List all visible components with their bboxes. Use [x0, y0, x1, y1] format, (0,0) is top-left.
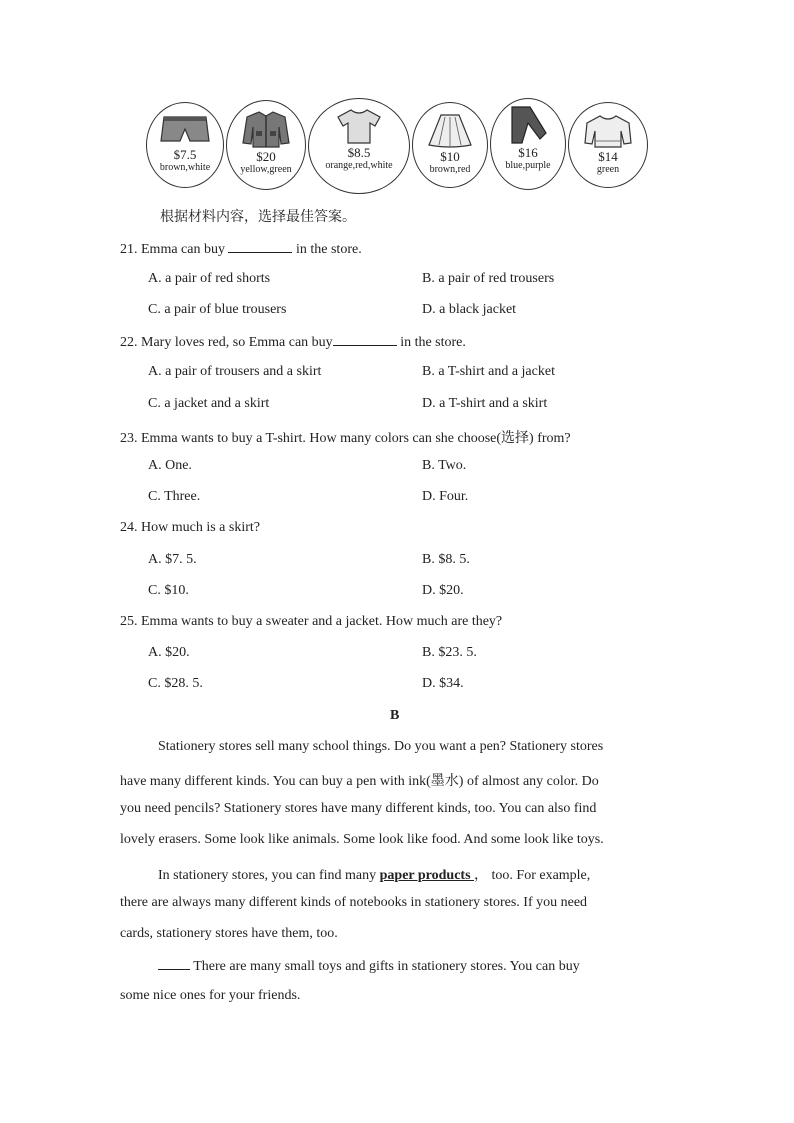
- question-25: 25. Emma wants to buy a sweater and a jacket. How much are they?: [120, 614, 503, 629]
- instruction: 根据材料内容，选择最佳答案。: [160, 209, 356, 225]
- paragraph-line: [120, 957, 718, 975]
- tshirt-icon: [336, 107, 382, 145]
- item-price: $7.5: [173, 147, 197, 162]
- option-b: B. a T-shirt and a jacket: [422, 364, 555, 379]
- question-23: 23. Emma wants to buy a T-shirt. How many colors can she choose(选择) from?: [120, 431, 571, 446]
- option-a: A. One.: [148, 458, 192, 473]
- option-b: B. a pair of red trousers: [422, 271, 555, 286]
- item-price: $10: [440, 149, 460, 164]
- option-c: C. a pair of blue trousers: [148, 302, 287, 317]
- item-colors: brown,white: [159, 162, 211, 173]
- item-colors: blue,purple: [505, 160, 551, 171]
- option-b: B. $23. 5.: [422, 645, 477, 660]
- option-c: C. $28. 5.: [148, 676, 203, 691]
- item-price: $8.5: [347, 145, 371, 160]
- paragraph-line: there are always many different kinds of notebooks in stationery stores. If you need: [120, 895, 588, 910]
- item-trousers: [490, 98, 566, 190]
- paragraph-line: you need pencils? Stationery stores have many different kinds, too. You can also find: [120, 801, 597, 816]
- option-c: C. a jacket and a skirt: [148, 396, 270, 411]
- clothing-price-list: [140, 96, 660, 196]
- option-d: D. a T-shirt and a skirt: [422, 396, 548, 411]
- item-price: $16: [518, 145, 538, 160]
- item-price: $20: [256, 149, 276, 164]
- item-sweater: [568, 102, 648, 188]
- shorts-icon: [158, 113, 212, 147]
- item-shorts: [146, 102, 224, 188]
- item-colors: green: [596, 164, 620, 175]
- option-a: A. a pair of trousers and a skirt: [148, 364, 322, 379]
- option-d: D. $20.: [422, 583, 464, 598]
- paragraph-line: cards, stationery stores have them, too.: [120, 926, 338, 941]
- option-a: A. a pair of red shorts: [148, 271, 271, 286]
- option-d: D. a black jacket: [422, 302, 517, 317]
- paragraph-line: have many different kinds. You can buy a pen with ink(墨水) of almost any color. Do: [120, 774, 599, 789]
- question-stem-end: in the store.: [292, 242, 362, 257]
- item-colors: brown,red: [429, 164, 471, 175]
- item-price: $14: [598, 149, 618, 164]
- paragraph-text: In stationery stores, you can find many: [158, 868, 380, 883]
- item-colors: orange,red,white: [325, 160, 393, 171]
- question-stem: 21. Emma can buy: [120, 242, 229, 257]
- item-skirt: [412, 102, 488, 188]
- option-d: D. $34.: [422, 676, 464, 691]
- option-a: A. $7. 5.: [148, 552, 197, 567]
- underlined-phrase: paper products: [379, 868, 475, 883]
- option-b: B. $8. 5.: [422, 552, 470, 567]
- paragraph-text: There are many small toys and gifts in stationery stores. You can buy: [190, 959, 580, 974]
- jacket-icon: [241, 109, 291, 149]
- option-d: D. Four.: [422, 489, 469, 504]
- option-b: B. Two.: [422, 458, 467, 473]
- trousers-icon: [506, 105, 550, 145]
- section-heading: B: [390, 708, 400, 723]
- answer-blank: [333, 333, 397, 346]
- paragraph-line: Stationery stores sell many school things. Do you want a pen? Stationery stores: [158, 739, 604, 754]
- option-c: C. $10.: [148, 583, 189, 598]
- answer-blank: [158, 957, 190, 970]
- sweater-icon: [583, 113, 633, 149]
- option-c: C. Three.: [148, 489, 201, 504]
- answer-blank: [228, 240, 292, 253]
- question-stem-end: in the store.: [396, 335, 466, 350]
- question-24: 24. How much is a skirt?: [120, 520, 260, 535]
- question-21: [120, 240, 362, 258]
- item-jacket: [226, 100, 306, 190]
- paragraph-line: lovely erasers. Some look like animals. Some look like food. And some look like toys.: [120, 832, 604, 847]
- paragraph-line: [120, 864, 718, 884]
- option-a: A. $20.: [148, 645, 190, 660]
- item-colors: yellow,green: [240, 164, 292, 175]
- question-22: [120, 333, 466, 351]
- paragraph-line: some nice ones for your friends.: [120, 988, 301, 1003]
- item-tshirt: [308, 98, 410, 194]
- paragraph-text: ， too. For example,: [474, 868, 591, 883]
- question-stem: 22. Mary loves red, so Emma can buy: [120, 335, 333, 350]
- skirt-icon: [427, 111, 473, 149]
